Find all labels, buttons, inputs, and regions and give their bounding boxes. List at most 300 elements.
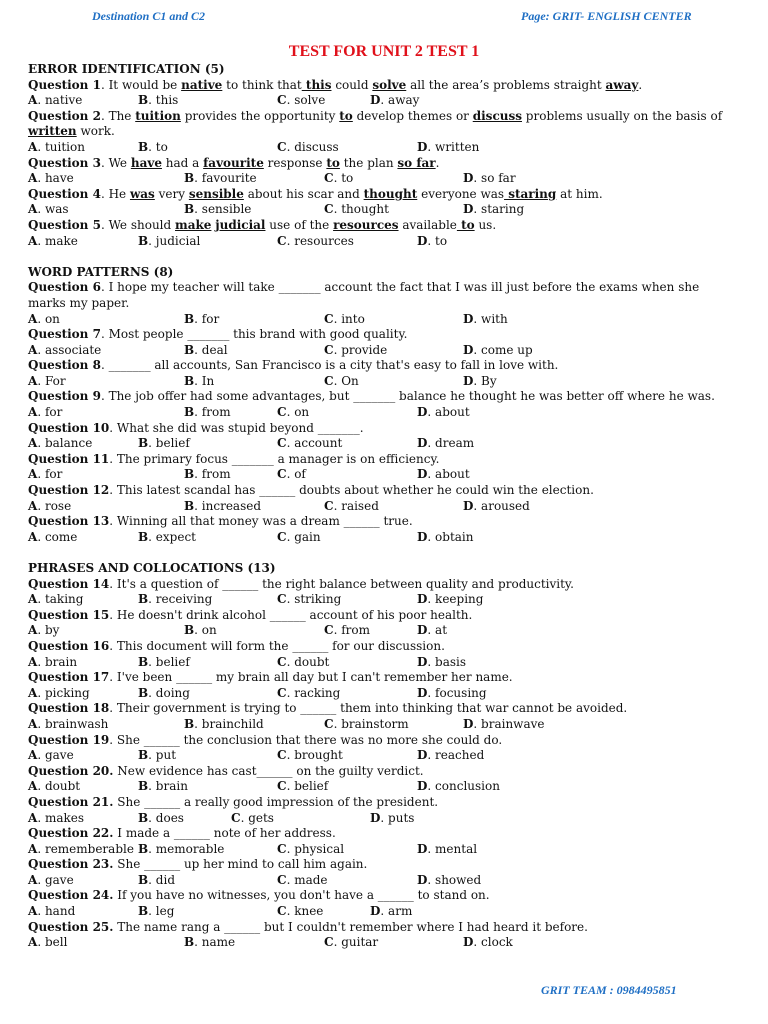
option-c[interactable] <box>324 717 409 733</box>
option-separator: . <box>37 654 45 669</box>
option-separator: . <box>427 623 436 638</box>
option-d[interactable] <box>463 343 533 359</box>
question-label: Question 8 <box>28 358 101 373</box>
option-d[interactable] <box>370 904 412 920</box>
option-text: By <box>481 373 497 388</box>
option-a[interactable] <box>28 234 78 250</box>
option-text: from <box>341 623 370 638</box>
option-a[interactable] <box>28 93 82 109</box>
option-text: obtain <box>435 529 474 544</box>
option-letter: B <box>138 529 149 544</box>
option-b[interactable] <box>184 405 231 421</box>
question-text <box>28 577 740 593</box>
option-d[interactable] <box>463 374 497 390</box>
option-letter: B <box>138 904 149 919</box>
question-label: Question 25. <box>28 919 114 934</box>
answer-options <box>28 436 740 452</box>
question-fragment: develop themes or <box>352 108 473 123</box>
option-d[interactable] <box>417 873 481 889</box>
option-letter: D <box>417 405 428 420</box>
option-d[interactable] <box>463 717 545 733</box>
option-b[interactable] <box>184 171 257 187</box>
question-text <box>28 452 740 468</box>
option-c[interactable] <box>324 499 379 515</box>
option-text: belief <box>294 779 329 794</box>
option-separator: . <box>286 748 295 763</box>
option-text: gave <box>44 872 74 887</box>
option-d[interactable] <box>417 140 479 156</box>
question-fragment: available <box>398 217 457 232</box>
option-separator: . <box>286 139 295 154</box>
option-letter: B <box>184 171 195 186</box>
question-label: Question 6 <box>28 280 101 295</box>
option-a[interactable] <box>28 655 77 671</box>
question-fragment: . Winning all that money was a dream ______ true. <box>109 514 413 529</box>
option-text: brainwash <box>44 716 109 731</box>
option-text: sensible <box>201 202 252 217</box>
question-text <box>28 389 740 405</box>
option-separator: . <box>37 311 45 326</box>
option-separator: . <box>427 467 436 482</box>
option-c[interactable] <box>277 686 340 702</box>
option-letter: C <box>277 467 287 482</box>
option-a[interactable] <box>28 748 74 764</box>
option-letter: D <box>417 529 428 544</box>
option-d[interactable] <box>417 842 477 858</box>
option-letter: A <box>28 716 38 731</box>
answer-options <box>28 343 740 359</box>
option-text: doubt <box>44 779 81 794</box>
answer-options <box>28 748 740 764</box>
option-d[interactable] <box>417 779 500 795</box>
option-letter: D <box>463 373 474 388</box>
option-text: focusing <box>435 685 487 700</box>
option-c[interactable] <box>324 374 359 390</box>
option-b[interactable] <box>184 717 264 733</box>
option-text: solve <box>294 93 326 108</box>
option-text: expect <box>155 529 196 544</box>
option-letter: D <box>417 592 428 607</box>
option-d[interactable] <box>463 202 524 218</box>
question-label: Question 19 <box>28 732 110 747</box>
option-text: physical <box>294 841 345 856</box>
question-fragment: had a <box>161 155 204 170</box>
option-b[interactable] <box>138 686 190 702</box>
option-text: gain <box>294 529 321 544</box>
option-text: for <box>44 467 63 482</box>
option-text: was <box>44 202 69 217</box>
option-a[interactable] <box>28 405 62 421</box>
option-b[interactable] <box>184 935 235 951</box>
option-c[interactable] <box>277 904 323 920</box>
question-fragment: New evidence has cast______ on the guilty verdict. <box>113 763 424 778</box>
question-label: Question 3 <box>28 155 101 170</box>
option-c[interactable] <box>277 655 329 671</box>
section-heading: ERROR IDENTIFICATION (5) <box>28 62 225 76</box>
option-a[interactable] <box>28 312 60 328</box>
option-separator: . <box>286 529 295 544</box>
option-b[interactable] <box>138 436 190 452</box>
question-label: Question 17 <box>28 670 110 685</box>
option-b[interactable] <box>138 655 190 671</box>
option-d[interactable] <box>417 748 484 764</box>
option-letter: A <box>28 748 38 763</box>
option-separator: . <box>427 748 436 763</box>
option-c[interactable] <box>324 623 370 639</box>
option-separator: . <box>333 716 342 731</box>
option-separator: . <box>333 623 342 638</box>
option-text: leg <box>155 904 175 919</box>
question-text <box>28 639 740 655</box>
option-b[interactable] <box>138 811 184 827</box>
option-b[interactable] <box>184 343 228 359</box>
option-a[interactable] <box>28 202 69 218</box>
option-text: guitar <box>341 935 379 950</box>
option-a[interactable] <box>28 686 90 702</box>
option-separator: . <box>333 311 342 326</box>
answer-options <box>28 374 740 390</box>
question-fragment: . The job offer had some advantages, but _______ balance he thought he was better off where he was. <box>100 389 715 404</box>
option-separator: . <box>194 623 202 638</box>
option-d[interactable] <box>417 436 474 452</box>
option-c[interactable] <box>277 779 328 795</box>
option-separator: . <box>286 436 295 451</box>
question-fragment: . I hope my teacher will take _______ account the fact that I was ill just before the exams when she marks my paper. <box>28 280 700 310</box>
question-fragment: . The <box>100 108 136 123</box>
answer-options <box>28 873 740 889</box>
option-separator: . <box>148 748 156 763</box>
section-heading: WORD PATTERNS (8) <box>28 264 174 279</box>
underlined-word: written <box>28 124 77 139</box>
option-c[interactable] <box>277 530 321 546</box>
option-separator: . <box>286 841 295 856</box>
question-fragment: all the area’s problems straight <box>406 77 606 92</box>
option-c[interactable] <box>324 312 365 328</box>
option-c[interactable] <box>324 202 389 218</box>
underlined-word: tuition <box>135 108 181 123</box>
option-c[interactable] <box>277 93 325 109</box>
option-c[interactable] <box>277 467 306 483</box>
option-letter: D <box>417 139 428 154</box>
option-letter: B <box>138 436 149 451</box>
option-a[interactable] <box>28 779 80 795</box>
option-c[interactable] <box>324 171 353 187</box>
answer-options <box>28 93 740 109</box>
option-separator: . <box>148 529 156 544</box>
question-text <box>28 608 740 624</box>
option-a[interactable] <box>28 623 59 639</box>
option-separator: . <box>473 373 482 388</box>
option-text: at <box>435 623 448 638</box>
option-d[interactable] <box>463 171 516 187</box>
question-text <box>28 109 740 140</box>
option-text: rose <box>44 498 72 513</box>
option-separator: . <box>286 779 295 794</box>
question-label: Question 22. <box>28 826 114 841</box>
option-d[interactable] <box>417 686 487 702</box>
answer-options <box>28 623 740 639</box>
option-letter: C <box>277 654 287 669</box>
option-text: from <box>201 405 231 420</box>
option-letter: A <box>28 498 38 513</box>
option-b[interactable] <box>138 873 175 889</box>
underlined-word: staring <box>504 186 557 201</box>
option-c[interactable] <box>277 748 343 764</box>
option-b[interactable] <box>138 592 212 608</box>
question-text <box>28 920 740 936</box>
answer-options <box>28 202 740 218</box>
option-separator: . <box>37 373 45 388</box>
option-separator: . <box>286 93 295 108</box>
option-b[interactable] <box>138 904 174 920</box>
option-text: conclusion <box>435 779 500 794</box>
option-letter: C <box>277 139 287 154</box>
option-separator: . <box>473 171 482 186</box>
option-letter: D <box>370 93 381 108</box>
option-a[interactable] <box>28 811 84 827</box>
option-letter: B <box>184 373 195 388</box>
option-separator: . <box>473 202 482 217</box>
option-c[interactable] <box>324 343 387 359</box>
option-b[interactable] <box>138 748 176 764</box>
option-text: to <box>341 171 354 186</box>
option-text: on <box>294 405 310 420</box>
option-text: come up <box>481 342 533 357</box>
question-label: Question 13 <box>28 514 110 529</box>
option-separator: . <box>194 935 202 950</box>
option-separator: . <box>427 405 436 420</box>
question-text <box>28 795 740 811</box>
option-b[interactable] <box>184 467 231 483</box>
option-letter: A <box>28 467 38 482</box>
option-letter: A <box>28 935 38 950</box>
option-a[interactable] <box>28 842 134 858</box>
option-text: from <box>201 467 231 482</box>
option-b[interactable] <box>184 499 261 515</box>
option-separator: . <box>37 529 45 544</box>
option-letter: B <box>184 467 195 482</box>
option-separator: . <box>473 342 482 357</box>
option-a[interactable] <box>28 171 74 187</box>
answer-options <box>28 842 740 858</box>
option-text: associate <box>44 342 102 357</box>
test-content <box>28 62 740 951</box>
option-d[interactable] <box>417 655 466 671</box>
underlined-word: solve <box>372 77 407 92</box>
option-b[interactable] <box>138 779 188 795</box>
section-heading: PHRASES AND COLLOCATIONS (13) <box>28 561 276 575</box>
question-text <box>28 78 740 94</box>
option-a[interactable] <box>28 499 71 515</box>
option-d[interactable] <box>417 405 470 421</box>
option-letter: B <box>184 405 195 420</box>
question-label: Question 10 <box>28 420 110 435</box>
option-letter: B <box>138 841 149 856</box>
option-separator: . <box>194 311 202 326</box>
option-d[interactable] <box>417 234 447 250</box>
option-separator: . <box>427 779 436 794</box>
question-label: Question 4 <box>28 186 101 201</box>
option-letter: A <box>28 529 38 544</box>
option-separator: . <box>148 139 156 154</box>
question-label: Question 7 <box>28 327 101 342</box>
answer-options <box>28 530 740 546</box>
question-label: Question 14 <box>28 576 110 591</box>
option-text: with <box>481 311 508 326</box>
question-text <box>28 701 740 717</box>
option-b[interactable] <box>138 530 196 546</box>
question-fragment: . He doesn't drink alcohol ______ account of his poor health. <box>109 607 473 622</box>
option-text: gets <box>248 810 274 825</box>
option-text: In <box>201 373 215 388</box>
option-d[interactable] <box>463 312 508 328</box>
option-separator: . <box>286 592 295 607</box>
option-a[interactable] <box>28 467 62 483</box>
option-text: to <box>435 233 448 248</box>
option-letter: A <box>28 436 38 451</box>
answer-options <box>28 904 740 920</box>
option-a[interactable] <box>28 140 85 156</box>
option-letter: B <box>184 623 195 638</box>
header-right: Page: GRIT- ENGLISH CENTER <box>521 9 692 23</box>
underlined-word: to <box>326 155 340 170</box>
option-d[interactable] <box>417 623 447 639</box>
option-letter: B <box>184 716 195 731</box>
question-label: Question 21. <box>28 794 114 809</box>
option-separator: . <box>286 685 295 700</box>
option-a[interactable] <box>28 873 74 889</box>
answer-options <box>28 467 740 483</box>
option-text: on <box>44 311 60 326</box>
option-a[interactable] <box>28 904 75 920</box>
option-letter: C <box>277 872 287 887</box>
question-label: Question 20. <box>28 763 114 778</box>
question-label: Question 1 <box>28 77 101 92</box>
option-text: bell <box>44 935 68 950</box>
option-separator: . <box>148 872 156 887</box>
option-separator: . <box>37 467 45 482</box>
option-text: to <box>155 139 168 154</box>
question-fragment: . _______ all accounts, San Francisco is a city that's easy to fall in love with. <box>100 358 559 373</box>
option-letter: B <box>138 872 149 887</box>
option-letter: C <box>324 373 334 388</box>
answer-options <box>28 405 740 421</box>
option-b[interactable] <box>184 202 251 218</box>
option-a[interactable] <box>28 436 92 452</box>
option-c[interactable] <box>324 935 378 951</box>
option-c[interactable] <box>277 436 342 452</box>
option-c[interactable] <box>277 873 328 889</box>
option-text: favourite <box>201 171 257 186</box>
option-separator: . <box>333 373 342 388</box>
option-separator: . <box>148 904 156 919</box>
option-separator: . <box>37 779 45 794</box>
option-separator: . <box>427 529 436 544</box>
option-separator: . <box>427 436 436 451</box>
option-b[interactable] <box>138 93 178 109</box>
question-fragment: The name rang a ______ but I couldn't remember where I had heard it before. <box>113 919 588 934</box>
option-separator: . <box>148 654 156 669</box>
option-a[interactable] <box>28 374 66 390</box>
option-b[interactable] <box>184 374 214 390</box>
option-text: brainstorm <box>341 716 409 731</box>
option-a[interactable] <box>28 530 77 546</box>
answer-options <box>28 811 740 827</box>
option-d[interactable] <box>370 811 414 827</box>
question-fragment: could <box>331 77 373 92</box>
option-separator: . <box>240 810 249 825</box>
option-letter: D <box>417 654 428 669</box>
option-separator: . <box>37 623 45 638</box>
option-a[interactable] <box>28 592 83 608</box>
option-c[interactable] <box>277 842 344 858</box>
option-d[interactable] <box>463 935 513 951</box>
question-label: Question 16 <box>28 638 110 653</box>
underlined-word: discuss <box>472 108 522 123</box>
underlined-word: sensible <box>188 186 244 201</box>
underlined-word: to <box>339 108 353 123</box>
option-d[interactable] <box>463 499 530 515</box>
option-text: clock <box>481 935 513 950</box>
answer-options <box>28 312 740 328</box>
option-a[interactable] <box>28 343 101 359</box>
option-text: provide <box>341 342 388 357</box>
option-letter: C <box>324 311 334 326</box>
option-d[interactable] <box>417 467 470 483</box>
option-b[interactable] <box>138 842 224 858</box>
option-c[interactable] <box>277 592 341 608</box>
option-separator: . <box>37 872 45 887</box>
option-text: knee <box>294 904 324 919</box>
page-title-text: TEST FOR UNIT 2 TEST 1 <box>288 43 480 60</box>
option-d[interactable] <box>417 530 474 546</box>
option-text: receiving <box>155 592 213 607</box>
option-c[interactable] <box>277 140 339 156</box>
option-a[interactable] <box>28 717 108 733</box>
option-b[interactable] <box>184 623 217 639</box>
option-separator: . <box>286 904 295 919</box>
option-b[interactable] <box>184 312 219 328</box>
question-fragment: . <box>638 77 643 92</box>
page-title <box>0 43 768 61</box>
option-separator: . <box>427 654 436 669</box>
option-c[interactable] <box>277 405 309 421</box>
option-separator: . <box>194 202 202 217</box>
option-a[interactable] <box>28 935 67 951</box>
option-letter: A <box>28 872 38 887</box>
option-separator: . <box>333 171 342 186</box>
option-letter: B <box>184 935 195 950</box>
option-text: native <box>44 93 83 108</box>
option-c[interactable] <box>277 234 354 250</box>
question-fragment: . He <box>100 186 130 201</box>
option-text: basis <box>435 654 467 669</box>
option-c[interactable] <box>231 811 274 827</box>
option-b[interactable] <box>138 234 200 250</box>
question-fragment: If you have no witnesses, you don't have a ______ to stand on. <box>113 888 490 903</box>
option-separator: . <box>37 342 45 357</box>
option-d[interactable] <box>370 93 419 109</box>
question-fragment: at him. <box>556 186 603 201</box>
option-separator: . <box>333 935 342 950</box>
option-letter: C <box>324 202 334 217</box>
option-text: doubt <box>294 654 330 669</box>
option-letter: D <box>417 436 428 451</box>
option-b[interactable] <box>138 140 168 156</box>
option-letter: B <box>184 498 195 513</box>
option-d[interactable] <box>417 592 483 608</box>
option-separator: . <box>427 841 436 856</box>
